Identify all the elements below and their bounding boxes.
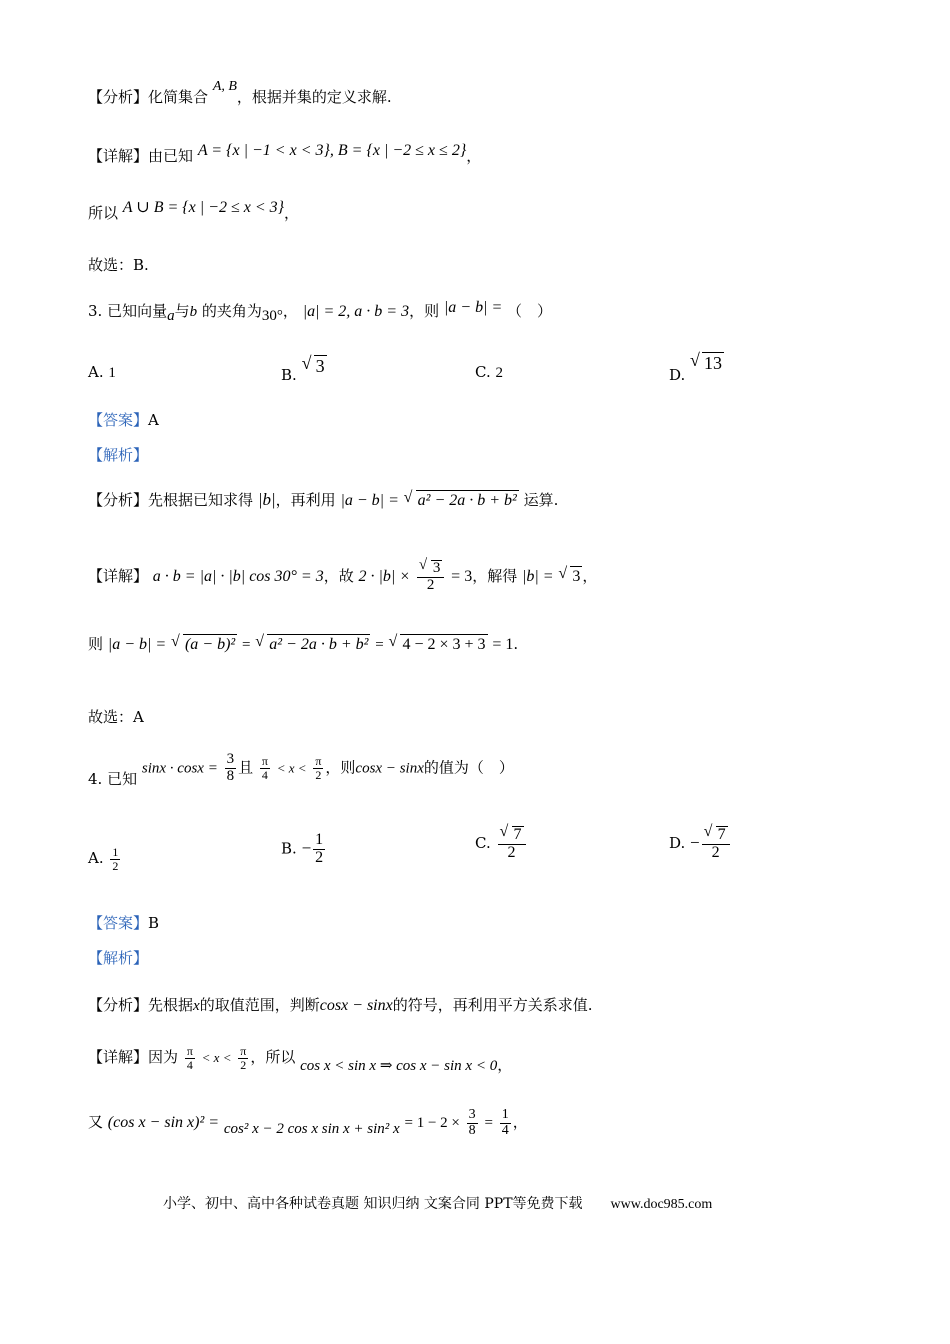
q4-detail: 【详解】因为 $\frac{\pi}{4}$ < x < $\frac{\pi}{2}$ ，所以 cos x < sin x ⇒ cos x − sin x < 0， (88, 1044, 513, 1075)
q3-option-c[interactable]: C. 2 (475, 363, 503, 381)
union-result: A ∪ B = {x | −2 ≤ x < 3} (122, 199, 285, 216)
q4-option-d[interactable]: D. − √ $\frac{7}{2}$ (669, 826, 732, 862)
target-expr: |a − b| = (443, 299, 503, 316)
condition: |a| = 2, a · b = 3 (302, 303, 410, 320)
set-definitions: A = {x | −1 < x < 3}, B = {x | −2 ≤ x ≤ 2} (197, 142, 467, 159)
q3-detail: 【详解】 a · b = |a| · |b| cos 30° = 3，故 2 · |b| × √ $\frac{3}{2}$ = 3，解得 |b| = √ 3 ， (88, 560, 597, 594)
q4-option-b[interactable]: B. − $\frac{1}{2}$ (281, 831, 324, 866)
q3-option-d[interactable]: D. √ 13 (669, 352, 724, 374)
q4-parse-label: 【解析】 (88, 949, 149, 967)
q3-then: 则 |a − b| = √ (a − b)² = √ a² − 2a · b + b² = √ 4 − 2 × 3 + 3 = 1. (88, 634, 518, 654)
q4-analysis: 【分析】先根据x的取值范围，判断cosx − sinx的符号，再利用平方关系求值. (88, 996, 593, 1014)
q3-stem: 3. 已知向量a与b 的夹角为30°， |a| = 2, a · b = 3，则 |a − b| = （ ） (88, 299, 553, 324)
q3-analysis: 【分析】先根据已知求得 |b|，再利用 |a − b| = √ a² − 2a · b + b² 运算. (88, 490, 558, 510)
q2-analysis: 【分析】化简集合 A, B，根据并集的定义求解. (88, 79, 392, 106)
analysis-label: 【分析】 (88, 88, 149, 106)
footer-text: 小学、初中、高中各种试卷真题 知识归纳 文案合同 PPT等免费下载 (163, 1196, 583, 1212)
footer-url[interactable]: www.doc985.com (610, 1197, 713, 1212)
q2-choose: 故选：B. (88, 256, 149, 274)
q3-choose: 故选：A (88, 708, 144, 726)
q2-detail: 【详解】由已知 A = {x | −1 < x < 3}, B = {x | −2 ≤ x ≤ 2}， (88, 142, 482, 165)
q4-again: 又 (cos x − sin x)² = cos² x − 2 cos x sin x + sin² x = 1 − 2 × $\frac{3}{8}$ = $\frac{1}{4}$ ， (88, 1107, 528, 1138)
q4-option-c[interactable]: C. √ $\frac{7}{2}$ (475, 826, 528, 862)
q3-parse-label: 【解析】 (88, 446, 149, 464)
sets-ab: A, B (212, 79, 237, 94)
q4-answer: 【答案】B (88, 914, 160, 932)
page-footer (163, 1193, 712, 1213)
detail-label: 【详解】 (88, 147, 149, 165)
q3-answer: 【答案】A (88, 411, 159, 429)
q3-option-b[interactable]: B. √ 3 (281, 355, 327, 377)
q3-option-a[interactable]: A. 1 (88, 363, 116, 381)
q4-stem: 4. 已知 sinx · cosx = $\frac{3}{8}$ 且 $\frac{\pi}{4}$ < x < $\frac{\pi}{2}$ ，则cosx − sinx的值为（ ） (88, 751, 514, 789)
q4-option-a[interactable]: A. $\frac{1}{2}$ (88, 845, 119, 873)
q2-union: 所以 A ∪ B = {x | −2 ≤ x < 3}， (88, 199, 300, 222)
